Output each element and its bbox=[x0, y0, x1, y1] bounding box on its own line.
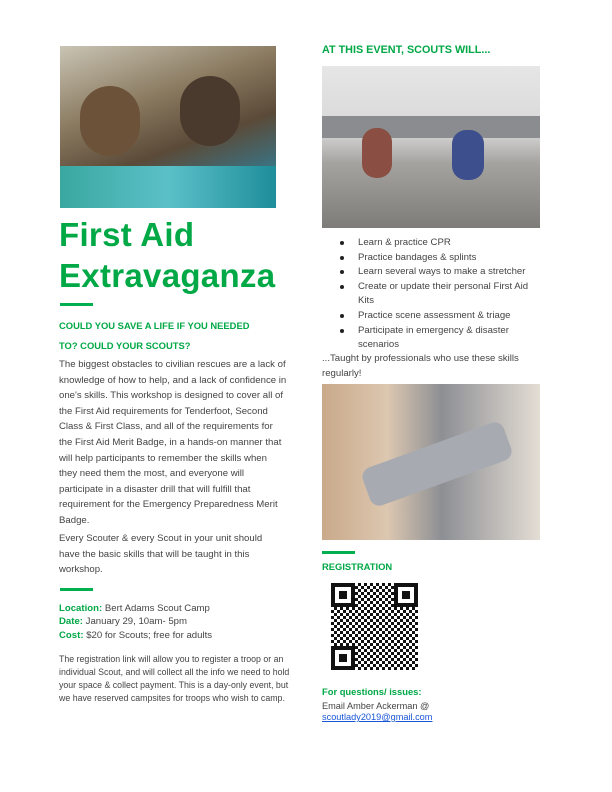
questions-heading: For questions/ issues: bbox=[322, 686, 422, 697]
date-row: Date: January 29, 10am- 5pm bbox=[59, 616, 187, 628]
section-heading: AT THIS EVENT, SCOUTS WILL... bbox=[322, 44, 491, 56]
subtitle-line2: TO? COULD YOUR SCOUTS? bbox=[59, 340, 191, 351]
registration-heading: REGISTRATION bbox=[322, 561, 393, 572]
description-paragraph: The biggest obstacles to civilian rescues are a lack of knowledge of how to help, and a lack of confidence in one's skills. This workshop is designed to cover all of the First Aid requirements for Tenderfoot, Second Class & First Class, and all of the requirements for the First Aid Merit Badge, in a hands-on manner that will help participants to remember the skills when they need them the most, and everyone will participate in a disaster drill that will fulfill that requirement for the Emergency Preparedness Merit Badge. bbox=[59, 359, 287, 526]
activities-list bbox=[322, 236, 552, 353]
cost-row: Cost: $20 for Scouts; free for adults bbox=[59, 629, 213, 641]
list-item: Create or update their personal First Aid Kits bbox=[322, 280, 542, 309]
cpr-practice-photo bbox=[322, 66, 540, 228]
location-row: Location: Bert Adams Scout Camp bbox=[59, 603, 210, 614]
splint-photo bbox=[322, 384, 540, 540]
email-text: Email Amber Ackerman @ bbox=[322, 701, 430, 711]
group-training-photo bbox=[60, 46, 276, 208]
email-link[interactable]: scoutlady2019@gmail.com bbox=[322, 712, 433, 722]
list-item: Learn & practice CPR bbox=[322, 236, 552, 251]
divider bbox=[322, 551, 355, 554]
registration-info-paragraph: The registration link will allow you to register a troop or an individual Scout, and will collect all the info we need to hold your space & collect payment. This is a day-only event, but we have reserved campsites for troops who wish to camp. bbox=[59, 654, 290, 703]
list-item: Learn several ways to make a stretcher bbox=[322, 265, 552, 280]
event-details bbox=[59, 602, 289, 642]
event-title-line2: Extravaganza bbox=[59, 257, 276, 294]
divider bbox=[60, 588, 93, 591]
event-title-line1: First Aid bbox=[59, 216, 195, 253]
list-item: Practice scene assessment & triage bbox=[322, 309, 552, 324]
tagline: ...Taught by professionals who use these skills regularly! bbox=[322, 353, 519, 379]
divider bbox=[60, 303, 93, 306]
registration-qr-code[interactable] bbox=[331, 583, 418, 670]
list-item: Practice bandages & splints bbox=[322, 251, 552, 266]
audience-paragraph: Every Scouter & every Scout in your unit should have the basic skills that will be taught in this workshop. bbox=[59, 533, 263, 576]
list-item: Participate in emergency & disaster scenarios bbox=[322, 324, 542, 353]
subtitle-line1: COULD YOU SAVE A LIFE IF YOU NEEDED bbox=[59, 320, 250, 331]
